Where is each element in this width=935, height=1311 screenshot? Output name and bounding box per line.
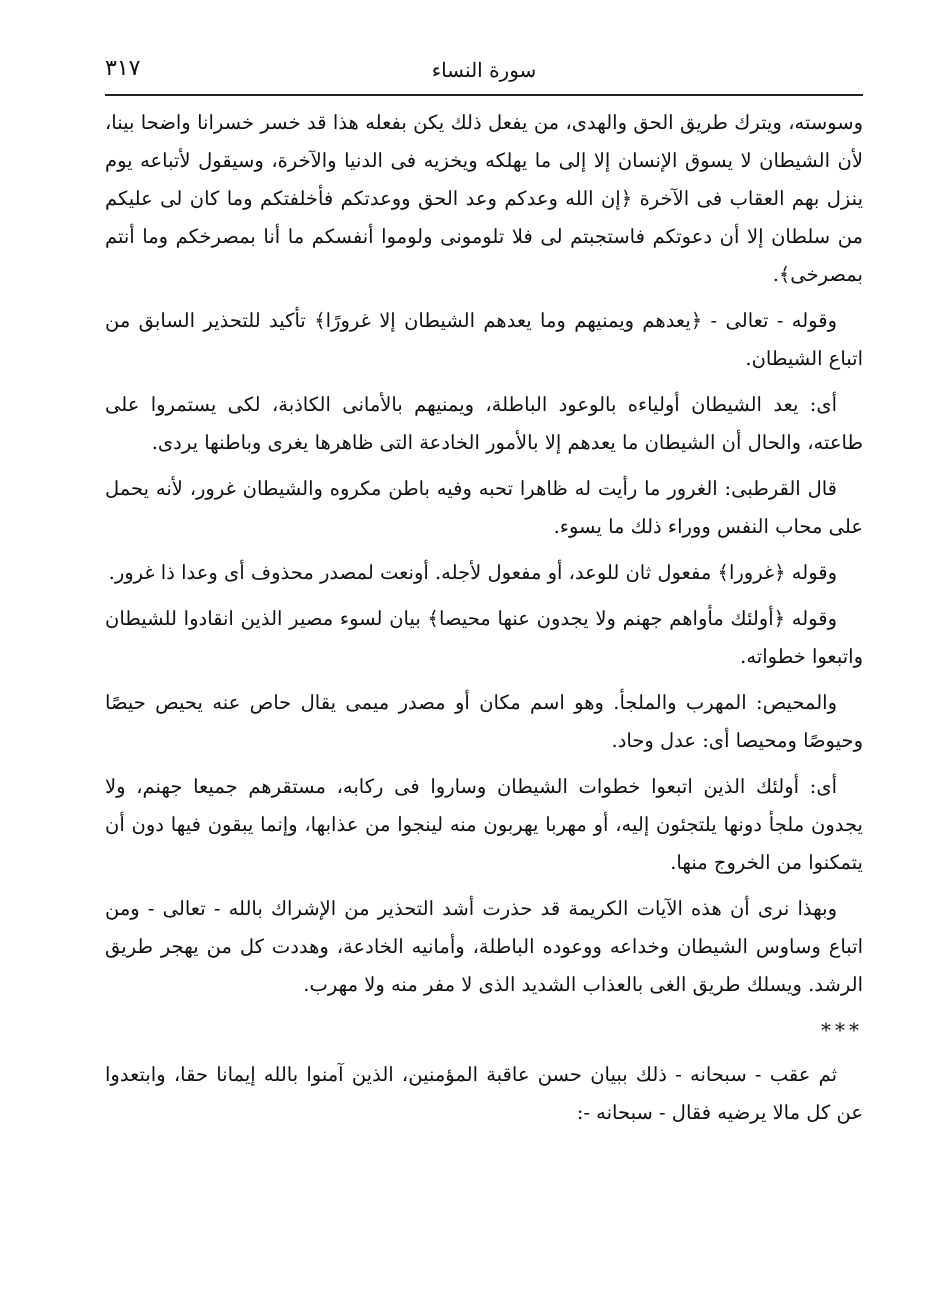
paragraph: وقوله ﴿غرورا﴾ مفعول ثان للوعد، أو مفعول لأجله. أونعت لمصدر محذوف أى وعدا ذا غرور.	[108, 561, 837, 584]
section-separator: ***	[821, 1018, 863, 1042]
paragraph: وقوله ﴿أولئك مأواهم جهنم ولا يجدون عنها محيصا﴾ بيان لسوء مصير الذين انقادوا للشيطان واتبعوا خطواته.	[105, 607, 863, 668]
page-body	[105, 104, 863, 1140]
paragraph: والمحيص: المهرب والملجأ. وهو اسم مكان أو مصدر ميمى يقال حاص عنه يحيص حيصًا وحيوصًا ومحيصا أى: عدل وحاد.	[105, 691, 863, 752]
paragraph: وسوسته، ويترك طريق الحق والهدى، من يفعل ذلك يكن بفعله هذا قد خسر خسرانا واضحا بينا، لأن الشيطان لا يسوق الإنسان إلا إلى ما يهلكه ويخزيه فى الدنيا والآخرة، وسيقول لأتباعه يوم ينزل بهم العقاب فى الآخرة ﴿إن الله وعدكم وعد الحق ووعدتكم فأخلفتكم وما كان لى عليكم من سلطان إلا أن دعوتكم فاستجبتم لى فلا تلومونى ولوموا أنفسكم ما أنا بمصرخكم وما أنتم بمصرخى﴾.	[105, 111, 863, 286]
surah-title: سورة النساء	[431, 58, 537, 82]
paragraph: أى: أولئك الذين اتبعوا خطوات الشيطان وساروا فى ركابه، مستقرهم جميعا جهنم، ولا يجدون ملجأ دونها يلتجئون إليه، أو مهربا يهربون منه لينجوا من عذابها، وإنما يبقون فيها دون أن يتمكنوا من الخروج منها.	[105, 775, 863, 874]
page-header	[105, 50, 863, 96]
paragraph: أى: يعد الشيطان أولياءه بالوعود الباطلة، ويمنيهم بالأمانى الكاذبة، لكى يستمروا على طاعته، والحال أن الشيطان ما يعدهم إلا بالأمور الخادعة التى ظاهرها يغرى وباطنها يردى.	[105, 393, 863, 454]
paragraph: وبهذا نرى أن هذه الآيات الكريمة قد حذرت أشد التحذير من الإشراك بالله - تعالى - ومن اتباع وساوس الشيطان وخداعه ووعوده الباطلة، وأمانيه الخادعة، وهددت كل من يهجر طريق الرشد. ويسلك طريق الغى بالعذاب الشديد الذى لا مفر منه ولا مهرب.	[105, 897, 863, 996]
paragraph: قال القرطبى: الغرور ما رأيت له ظاهرا تحبه وفيه باطن مكروه والشيطان غرور، لأنه يحمل على محاب النفس ووراء ذلك ما يسوء.	[105, 477, 863, 538]
page-number: ٣١٧	[105, 56, 141, 81]
closing-paragraph: ثم عقب - سبحانه - ذلك ببيان حسن عاقبة المؤمنين، الذين آمنوا بالله إيمانا حقا، وابتعدوا عن كل مالا يرضيه فقال - سبحانه -:	[105, 1063, 863, 1124]
paragraph: وقوله - تعالى - ﴿يعدهم ويمنيهم وما يعدهم الشيطان إلا غرورًا﴾ تأكيد للتحذير السابق من اتباع الشيطان.	[105, 309, 863, 370]
